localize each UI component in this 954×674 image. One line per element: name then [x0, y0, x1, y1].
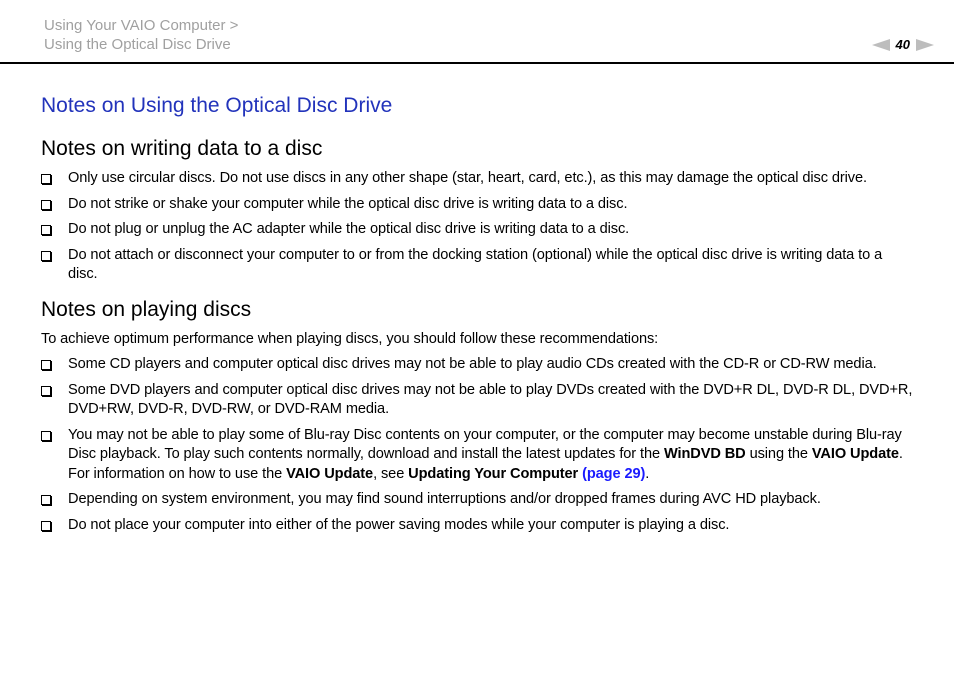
- page-navigation: [872, 37, 934, 52]
- text: , see: [373, 465, 409, 482]
- checkbox-bullet-icon: [41, 495, 51, 505]
- page-title: Notes on Using the Optical Disc Drive: [41, 94, 393, 117]
- next-page-arrow-icon[interactable]: [916, 39, 934, 51]
- breadcrumb-current: Using the Optical Disc Drive: [44, 36, 231, 53]
- checkbox-bullet-icon: [41, 251, 51, 261]
- bold-text: VAIO Update: [811, 446, 899, 462]
- checkbox-bullet-icon: [41, 174, 51, 184]
- page-content: [41, 92, 913, 541]
- checkbox-bullet-icon: [41, 521, 51, 531]
- checkbox-bullet-icon: [41, 431, 51, 441]
- list-item: [41, 195, 913, 215]
- checkbox-bullet-icon: [41, 225, 51, 235]
- text: .: [898, 446, 903, 462]
- list-item: [41, 490, 913, 510]
- breadcrumb-parent: Using Your VAIO Computer >: [44, 17, 239, 34]
- list-item: [41, 169, 913, 189]
- item-text: Depending on system environment, you may find sound interruptions and/or dropped frames during AVC HD playback.: [68, 491, 821, 507]
- breadcrumb: [44, 16, 238, 54]
- section-heading-playing: Notes on playing discs: [41, 297, 252, 321]
- checkbox-bullet-icon: [41, 386, 51, 396]
- bold-text: WinDVD BD: [663, 446, 746, 462]
- page-29-link[interactable]: (page 29): [582, 465, 646, 482]
- checkbox-bullet-icon: [41, 200, 51, 210]
- item-text: Do not place your computer into either of the power saving modes while your computer is playing a disc.: [68, 516, 730, 533]
- bold-text: Updating Your Computer: [408, 465, 579, 482]
- text: using the: [745, 446, 812, 462]
- header-divider: [0, 62, 954, 64]
- item-text: [68, 427, 903, 482]
- page-number: 40: [895, 37, 910, 52]
- text: .: [645, 465, 650, 482]
- previous-page-arrow-icon[interactable]: [872, 39, 890, 51]
- bold-text: VAIO Update: [286, 465, 374, 482]
- list-item: [41, 220, 913, 240]
- list-item: [41, 426, 913, 485]
- item-text: Some DVD players and computer optical disc drives may not be able to play DVDs created with the DVD+R DL, DVD-R DL, DVD+R, DVD+RW, DVD-R, DVD-RW, or DVD-RAM media.: [68, 381, 913, 417]
- item-text: Some CD players and computer optical disc drives may not be able to play audio CDs created with the CD-R or CD-RW media.: [68, 356, 877, 372]
- checkbox-bullet-icon: [41, 360, 51, 370]
- section-heading-writing: Notes on writing data to a disc: [41, 137, 323, 160]
- writing-notes-list: [41, 169, 913, 285]
- list-item: [41, 516, 913, 536]
- text: For information on how to use the: [68, 465, 287, 482]
- item-text: Do not plug or unplug the AC adapter while the optical disc drive is writing data to a disc.: [68, 221, 630, 237]
- item-text: Only use circular discs. Do not use discs in any other shape (star, heart, card, etc.), as this may damage the optical disc drive.: [68, 170, 867, 186]
- item-text: Do not strike or shake your computer while the optical disc drive is writing data to a disc.: [68, 195, 628, 212]
- list-item: [41, 246, 913, 285]
- item-text: Do not attach or disconnect your computer to or from the docking station (optional) while the optical disc drive is writing data to a disc.: [68, 246, 883, 282]
- section-intro: To achieve optimum performance when playing discs, you should follow these recommendations:: [41, 330, 659, 347]
- text: You may not be able to play some of Blu-ray Disc contents on your computer, or the computer may become unstable during Blu-ray Disc playback. To play such contents normally, download and install the latest updates for the: [68, 426, 902, 462]
- list-item: [41, 381, 913, 420]
- playing-notes-list: [41, 355, 913, 535]
- list-item: [41, 355, 913, 375]
